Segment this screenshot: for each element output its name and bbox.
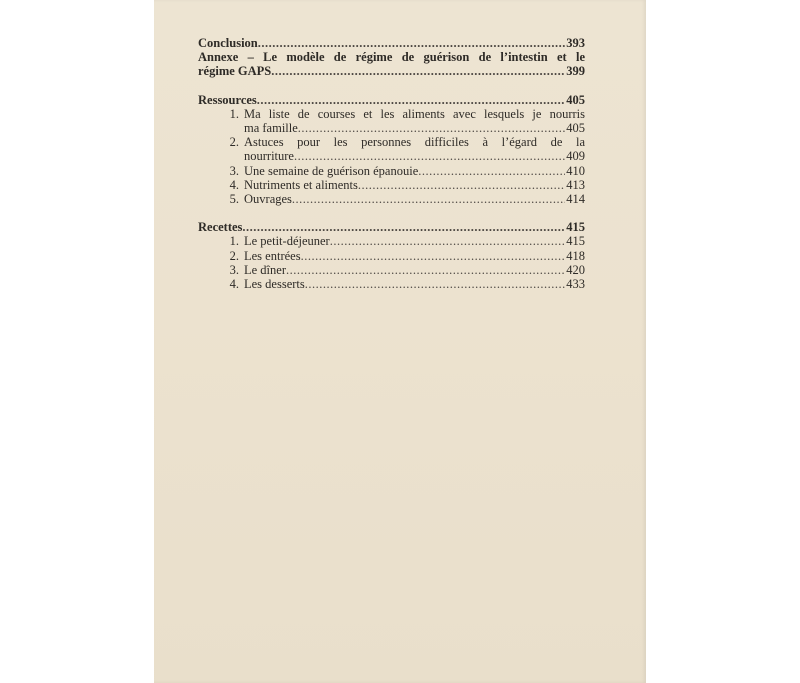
toc-entry-label-cont: régime GAPS <box>198 64 272 79</box>
toc-item <box>198 107 585 135</box>
toc-item-number: 3. <box>229 262 239 277</box>
toc-entry-label: Conclusion <box>198 36 258 50</box>
toc-item-label: Une semaine de guérison épanouie <box>244 163 419 178</box>
toc-item <box>198 277 585 291</box>
toc-page-number: 414 <box>566 192 585 207</box>
toc-item <box>198 249 585 263</box>
toc-page-number: 420 <box>566 262 585 277</box>
toc-item-number: 2. <box>229 135 239 150</box>
toc-section-label: Recettes <box>198 220 243 235</box>
toc-item-number: 2. <box>229 248 239 263</box>
toc-item-label: Les desserts <box>244 277 305 292</box>
dot-leader <box>330 234 566 248</box>
toc-item-label-cont: nourriture <box>244 149 294 164</box>
toc-entry-annexe <box>198 50 585 78</box>
toc-item-label: Astuces pour les personnes difficiles à l’égard de la <box>244 135 585 150</box>
toc-item-label: Le dîner <box>244 262 286 277</box>
dot-leader <box>301 249 566 263</box>
toc-item <box>198 135 585 163</box>
toc-item-number: 3. <box>229 163 239 178</box>
toc-page-number: 410 <box>566 163 585 178</box>
toc-page-number: 433 <box>566 277 585 292</box>
toc-item-label-cont: ma famille <box>244 121 298 136</box>
dot-leader <box>358 178 565 192</box>
dot-leader <box>298 121 565 135</box>
dot-leader <box>271 64 565 78</box>
toc-item-label: Ma liste de courses et les aliments avec lesquels je nourris <box>244 106 585 121</box>
dot-leader <box>294 149 565 163</box>
toc-item <box>198 263 585 277</box>
toc-section-label: Ressources <box>198 92 257 107</box>
toc-entry-label: Annexe – Le modèle de régime de guérison de l’intestin et le <box>198 50 585 65</box>
dot-leader <box>286 263 565 277</box>
dot-leader <box>257 93 565 107</box>
toc-item-number: 4. <box>229 177 239 192</box>
dot-leader <box>292 192 565 206</box>
toc-item-label: Le petit-déjeuner <box>244 234 330 249</box>
dot-leader <box>305 277 566 291</box>
toc-item-label: Nutriments et aliments <box>244 177 358 192</box>
dot-leader <box>258 36 566 50</box>
book-page <box>154 0 646 683</box>
toc-section-ressources <box>198 93 585 107</box>
toc-section-recettes <box>198 220 585 234</box>
dot-leader <box>242 220 565 234</box>
toc-item <box>198 192 585 206</box>
toc-page-number: 418 <box>566 248 585 263</box>
toc-item <box>198 178 585 192</box>
toc-page-number: 415 <box>566 234 585 249</box>
toc-page-number: 415 <box>566 220 585 235</box>
toc-page-number: 399 <box>566 64 585 79</box>
toc-page-number: 413 <box>566 177 585 192</box>
toc-item-number: 4. <box>229 277 239 292</box>
toc-item <box>198 164 585 178</box>
toc-item-number: 1. <box>229 106 239 121</box>
table-of-contents <box>198 36 585 291</box>
toc-page-number: 393 <box>566 36 585 50</box>
toc-item-number: 1. <box>229 234 239 249</box>
toc-entry-conclusion <box>198 36 585 50</box>
toc-page-number: 409 <box>566 149 585 164</box>
toc-item-label: Ouvrages <box>244 192 292 207</box>
toc-item-label: Les entrées <box>244 248 301 263</box>
toc-item <box>198 234 585 248</box>
dot-leader <box>418 164 565 178</box>
toc-page-number: 405 <box>566 92 585 107</box>
toc-item-number: 5. <box>229 192 239 207</box>
toc-page-number: 405 <box>566 121 585 136</box>
